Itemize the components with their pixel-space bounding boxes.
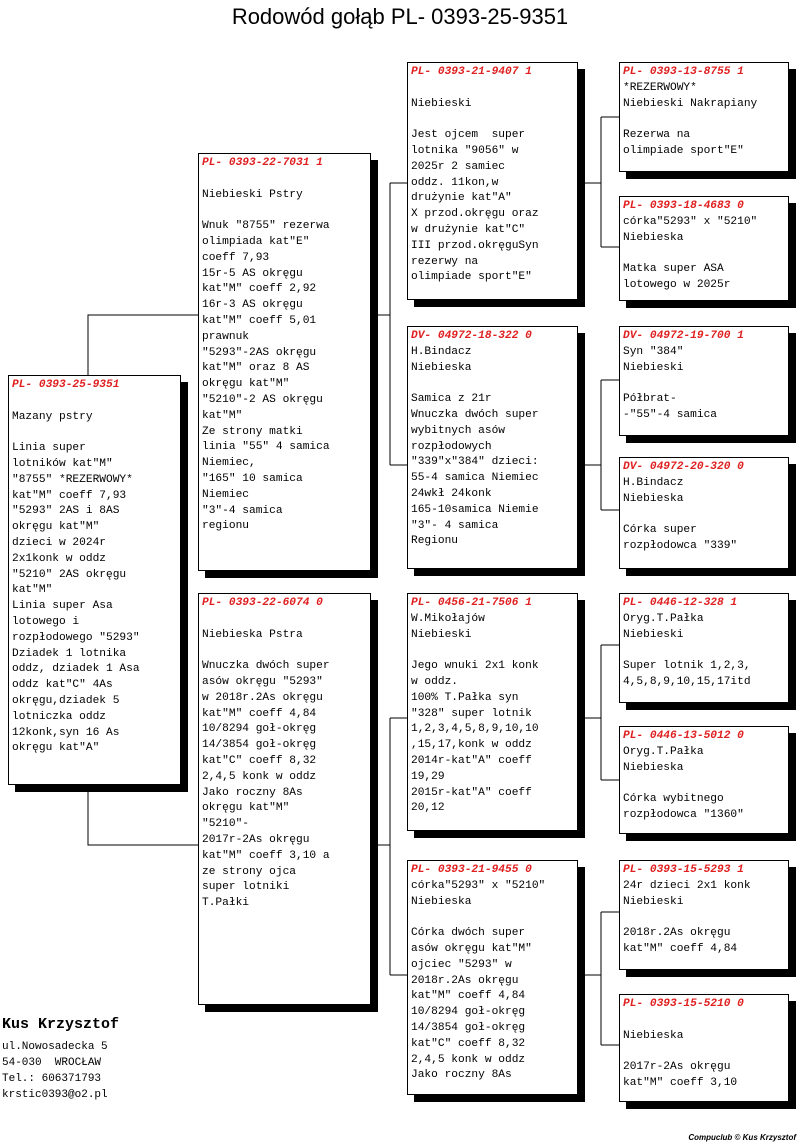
pedigree-card-mother-father[interactable] [407, 593, 578, 831]
pigeon-description: H.Bindacz Niebieska Córka super rozpłodowca "339" [623, 476, 738, 552]
ring-number: PL- 0393-25-9351 [12, 379, 120, 391]
pigeon-description: 24r dzieci 2x1 konk Niebieski 2018r.2As okręgu kat"M" coeff 4,84 [623, 879, 751, 955]
pedigree-card-fff[interactable] [619, 62, 789, 172]
ring-number: PL- 0393-22-6074 0 [202, 597, 323, 609]
pedigree-card-mmf[interactable] [619, 860, 789, 970]
owner-info [2, 1016, 119, 1103]
pigeon-description: Niebieska Pstra Wnuczka dwóch super asów okręgu "5293" w 2018r.2As okręgu kat"M" coeff 4,84 10/8294 goł-okręg 14/3854 goł-okręg kat"C" coeff 8,32 2,4,5 konk w oddz Jako roczny 8As okręgu kat"M" "5210"- 2017r-2As okręgu kat"M" coeff 3,10 a ze strony ojca super lotniki T.Pałki [202, 628, 330, 910]
pigeon-description: *REZERWOWY* Niebieski Nakrapiany Rezerwa na olimpiade sport"E" [623, 81, 758, 157]
ring-number: PL- 0456-21-7506 1 [411, 597, 532, 609]
pedigree-card-subject[interactable] [8, 375, 181, 785]
pigeon-description: Syn "384" Niebieski Półbrat- -"55"-4 samica [623, 345, 717, 421]
ring-number: PL- 0393-13-8755 1 [623, 66, 744, 78]
pigeon-description: H.Bindacz Niebieska Samica z 21r Wnuczka dwóch super wybitnych asów rozpłodowych "339"x"384" dzieci: 55-4 samica Niemiec 24wkł 24konk 165-10samica Niemie "3"- 4 samica Regionu [411, 345, 539, 548]
pedigree-card-mff[interactable] [619, 593, 789, 703]
ring-number: DV- 04972-20-320 0 [623, 461, 744, 473]
ring-number: PL- 0393-15-5210 0 [623, 998, 744, 1010]
pigeon-description: Oryg.T.Pałka Niebieska Córka wybitnego rozpłodowca "1360" [623, 745, 744, 821]
owner-name: Kus Krzysztof [2, 1016, 120, 1033]
owner-address: ul.Nowosadecka 5 54-030 WROCŁAW Tel.: 606371793 krstic0393@o2.pl [2, 1041, 108, 1101]
pedigree-card-mfm[interactable] [619, 726, 789, 834]
ring-number: PL- 0393-18-4683 0 [623, 200, 744, 212]
page-title: Rodowód gołąb PL- 0393-25-9351 [231, 4, 569, 29]
pedigree-card-father[interactable] [198, 153, 371, 571]
pigeon-description: Mazany pstry Linia super lotników kat"M" "8755" *REZERWOWY* kat"M" coeff 7,93 "5293" 2AS i 8AS okręgu kat"M" dzieci w 2024r 2x1konk w oddz "5210" 2AS okręgu kat"M" Linia super Asa lotowego i rozpłodowego "5293" Dziadek 1 lotnika oddz, dziadek 1 Asa oddz kat"C" 4As okręgu,dziadek 5 lotniczka oddz 12konk,syn 16 As okręgu kat"A" [12, 410, 140, 755]
footer-credit: Compuclub © Kus Krzysztof [688, 1133, 796, 1142]
ring-number: DV- 04972-19-700 1 [623, 330, 744, 342]
pedigree-card-ffm[interactable] [619, 196, 789, 301]
pigeon-description: Niebieski Jest ojcem super lotnika "9056" w 2025r 2 samiec oddz. 11kon,w drużynie kat"A" X przod.okręgu oraz w drużynie kat"C" III przod.okręguSyn rezerwy na olimpiade sport"E" [411, 97, 539, 284]
pigeon-description: córka"5293" x "5210" Niebieska Matka super ASA lotowego w 2025r [623, 215, 758, 291]
ring-number: PL- 0393-15-5293 1 [623, 864, 744, 876]
pigeon-description: córka"5293" x "5210" Niebieska Córka dwóch super asów okręgu kat"M" ojciec "5293" w 2018r.2As okręgu kat"M" coeff 4,84 10/8294 goł-okręg 14/3854 goł-okręg kat"C" coeff 8,32 2,4,5 konk w oddz Jako roczny 8As [411, 879, 546, 1082]
pigeon-description: Oryg.T.Pałka Niebieski Super lotnik 1,2,3, 4,5,8,9,10,15,17itd [623, 612, 751, 688]
pedigree-card-fmf[interactable] [619, 326, 789, 436]
pedigree-card-mother-mother[interactable] [407, 860, 578, 1095]
ring-number: PL- 0393-21-9455 0 [411, 864, 532, 876]
ring-number: PL- 0393-22-7031 1 [202, 157, 323, 169]
pedigree-card-father-father[interactable] [407, 62, 578, 300]
ring-number: DV- 04972-18-322 0 [411, 330, 532, 342]
pigeon-description: Niebieska 2017r-2As okręgu kat"M" coeff 3,10 [623, 1029, 738, 1089]
pigeon-description: Niebieski Pstry Wnuk "8755" rezerwa olimpiada kat"E" coeff 7,93 15r-5 AS okręgu kat"M" coeff 2,92 16r-3 AS okręgu kat"M" coeff 5,01 prawnuk "5293"-2AS okręgu kat"M" oraz 8 AS okręgu kat"M" "5210"-2 AS okręgu kat"M" Ze strony matki linia "55" 4 samica Niemiec, "165" 10 samica Niemiec "3"-4 samica regionu [202, 188, 330, 533]
ring-number: PL- 0446-13-5012 0 [623, 730, 744, 742]
pedigree-card-mmm[interactable] [619, 994, 789, 1102]
pedigree-card-mother[interactable] [198, 593, 371, 1005]
ring-number: PL- 0446-12-328 1 [623, 597, 738, 609]
ring-number: PL- 0393-21-9407 1 [411, 66, 532, 78]
pedigree-card-fmm[interactable] [619, 457, 789, 569]
pigeon-description: W.Mikołajów Niebieski Jego wnuki 2x1 konk w oddz. 100% T.Pałka syn "328" super lotnik 1,2,3,4,5,8,9,10,10 ,15,17,konk w oddz 2014r-kat"A" coeff 19,29 2015r-kat"A" coeff 20,12 [411, 612, 539, 815]
pedigree-card-father-mother[interactable] [407, 326, 578, 569]
